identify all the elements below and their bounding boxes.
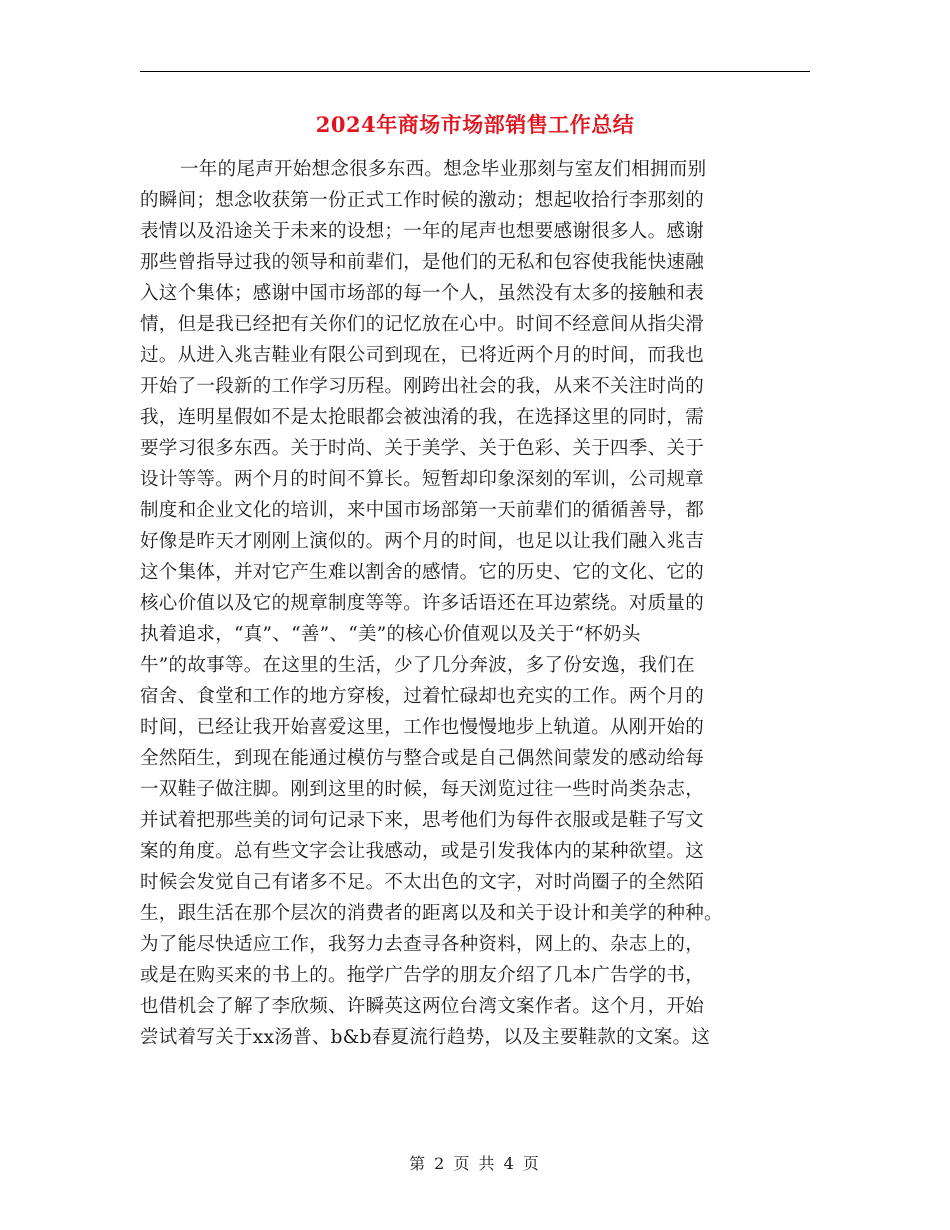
text-line: 制度和企业文化的培训，来中国市场部第一天前辈们的循循善导，都 (140, 500, 705, 521)
text-line: 一双鞋子做注脚。刚到这里的时候，每天浏览过往一些时尚类杂志， (140, 779, 705, 800)
text-line: 宿舍、食堂和工作的地方穿梭，过着忙碌却也充实的工作。两个月的 (140, 686, 705, 707)
text-line: 生，跟生活在那个层次的消费者的距离以及和关于设计和美学的种种。 (140, 903, 723, 924)
text-line: 为了能尽快适应工作，我努力去查寻各种资料，网上的、杂志上的， (140, 934, 705, 955)
document-title: 2024年商场市场部销售工作总结 (315, 112, 635, 137)
text-line: 入这个集体；感谢中国市场部的每一个人，虽然没有太多的接触和表 (140, 283, 705, 304)
text-line: 牛”的故事等。在这里的生活，少了几分奔波，多了份安逸，我们在 (140, 655, 695, 676)
text-line: 时候会发觉自己有诸多不足。不太出色的文字，对时尚圈子的全然陌 (140, 872, 705, 893)
text-line: 表情以及沿途关于未来的设想；一年的尾声也想要感谢很多人。感谢 (140, 221, 705, 242)
text-line: 或是在购买来的书上的。拖学广告学的朋友介绍了几本广告学的书， (140, 965, 705, 986)
text-line: 也借机会了解了李欣频、许瞬英这两位台湾文案作者。这个月，开始 (140, 996, 705, 1017)
text-line: 这个集体，并对它产生难以割舍的感情。它的历史、它的文化、它的 (140, 562, 705, 583)
body-paragraph (140, 154, 810, 1053)
text-line: 案的角度。总有些文字会让我感动，或是引发我体内的某种欲望。这 (140, 841, 705, 862)
text-line: 过。从进入兆吉鞋业有限公司到现在，已将近两个月的时间，而我也 (140, 345, 705, 366)
text-line: 核心价值以及它的规章制度等等。许多话语还在耳边萦绕。对质量的 (140, 593, 705, 614)
text-line: 我，连明星假如不是太抢眼都会被浊淆的我，在选择这里的同时，需 (140, 407, 705, 428)
text-line: 的瞬间；想念收获第一份正式工作时候的激动；想起收拾行李那刻的 (140, 190, 705, 211)
text-line: 执着追求，“真”、“善”、“美”的核心价值观以及关于“杯奶头 (140, 624, 641, 645)
text-line: 那些曾指导过我的领导和前辈们，是他们的无私和包容使我能快速融 (140, 252, 705, 273)
text-line: 时间，已经让我开始喜爱这里，工作也慢慢地步上轨道。从刚开始的 (140, 717, 705, 738)
text-line: 情，但是我已经把有关你们的记忆放在心中。时间不经意间从指尖滑 (140, 314, 705, 335)
text-line: 设计等等。两个月的时间不算长。短暂却印象深刻的军训，公司规章 (140, 469, 705, 490)
text-line: 要学习很多东西。关于时尚、关于美学、关于色彩、关于四季、关于 (140, 438, 705, 459)
page-number-footer: 第 2 页 共 4 页 (409, 1154, 541, 1173)
text-line: 并试着把那些美的词句记录下来，思考他们为每件衣服或是鞋子写文 (140, 810, 705, 831)
text-line: 开始了一段新的工作学习历程。刚跨出社会的我，从来不关注时尚的 (140, 376, 705, 397)
text-line: 全然陌生，到现在能通过模仿与整合或是自己偶然间蒙发的感动给每 (140, 748, 705, 769)
text-line: 一年的尾声开始想念很多东西。想念毕业那刻与室友们相拥而别 (180, 159, 707, 180)
text-line: 尝试着写关于xx汤普、b&b春夏流行趋势，以及主要鞋款的文案。这 (140, 1027, 711, 1048)
text-line: 好像是昨天才刚刚上演似的。两个月的时间，也足以让我们融入兆吉 (140, 531, 705, 552)
header-rule (140, 71, 810, 72)
